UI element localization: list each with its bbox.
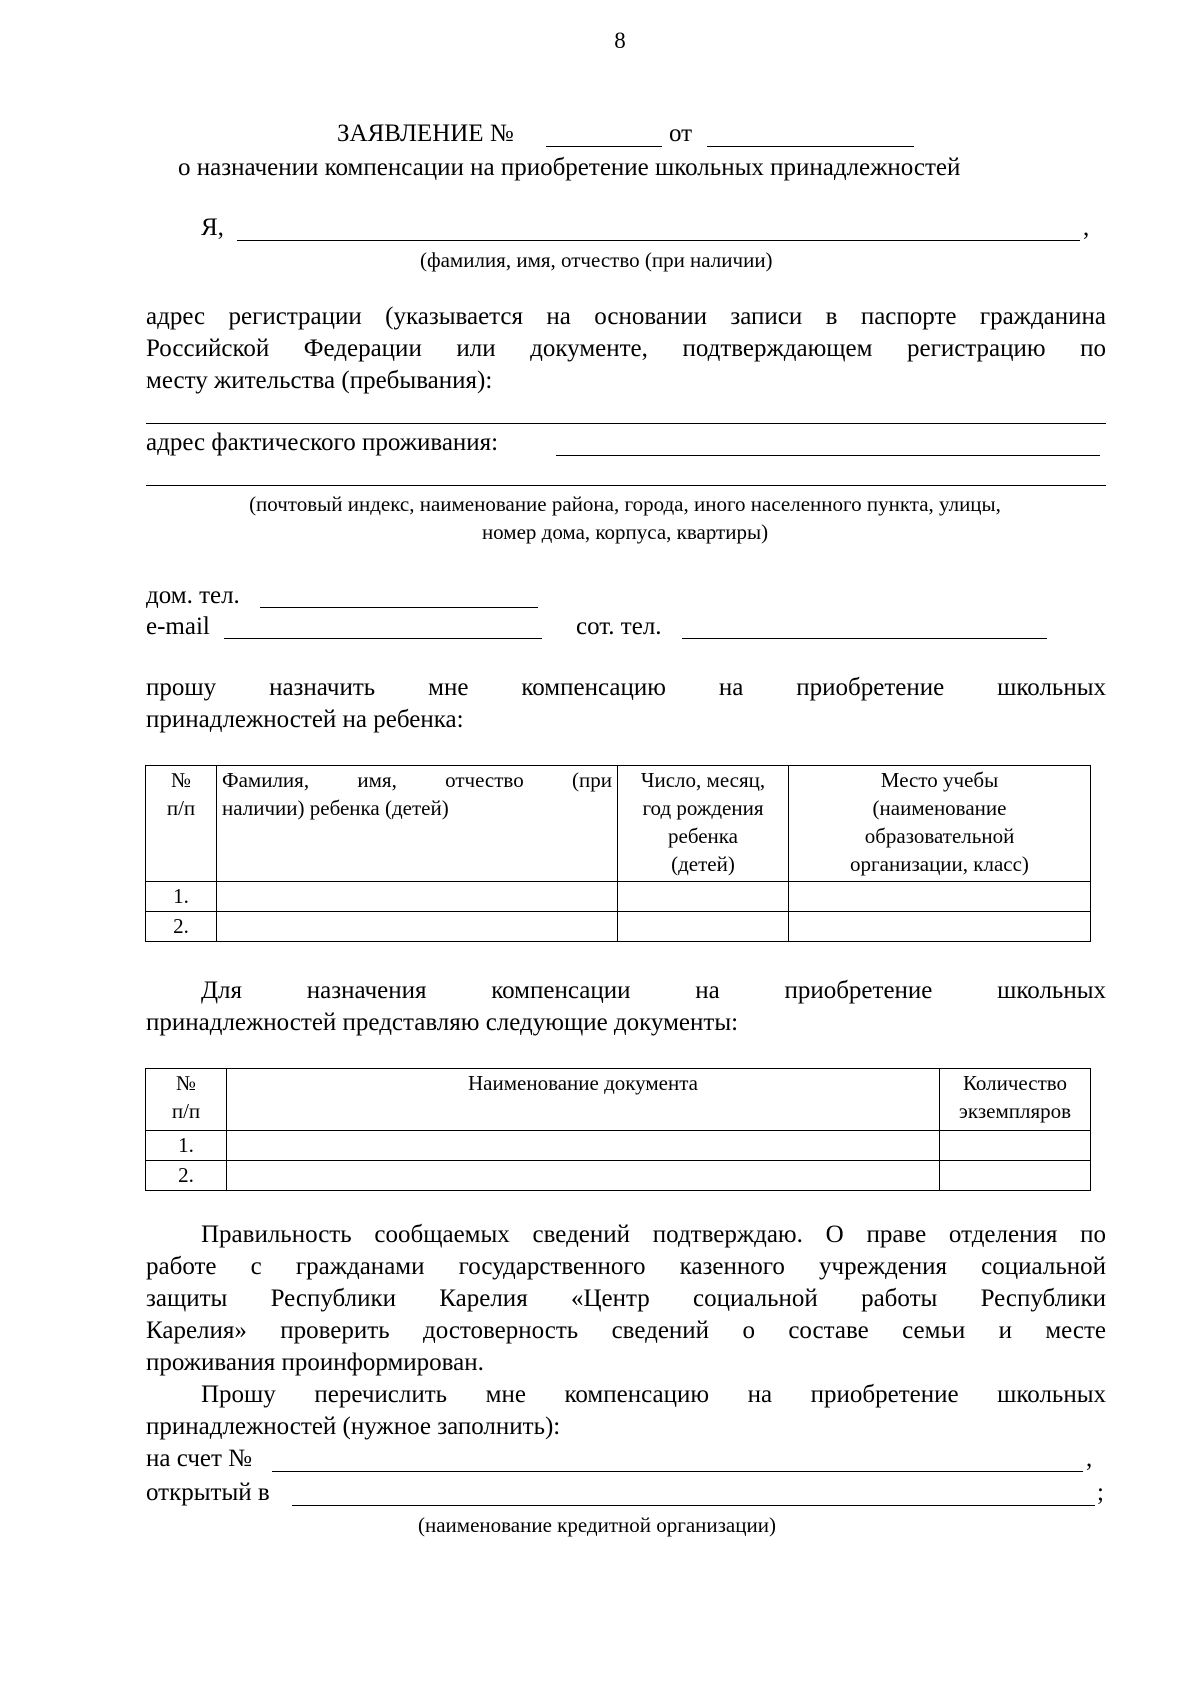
copies-cell[interactable] — [940, 1161, 1091, 1191]
applicant-caption: (фамилия, имя, отчество (при наличии) — [420, 248, 773, 272]
documents-intro-line1: Для назначения компенсации на приобретение школьных — [201, 977, 1106, 1004]
row-num: 1. — [146, 1131, 227, 1161]
table-row — [146, 1161, 1091, 1191]
bank-label: открытый в — [146, 1479, 270, 1506]
birth-date-cell[interactable] — [618, 882, 789, 912]
bank-suffix: ; — [1097, 1479, 1104, 1506]
header-num: № п/п — [146, 766, 217, 882]
mobile-phone-label: сот. тел. — [576, 613, 662, 640]
account-label: на счет № — [146, 1445, 253, 1472]
confirmation-line3: защиты Республики Карелия «Центр социальной работы Республики — [146, 1285, 1106, 1312]
copies-cell[interactable] — [940, 1131, 1091, 1161]
home-phone-field[interactable] — [260, 607, 538, 608]
documents-table — [145, 1068, 1091, 1191]
table-row — [146, 882, 1091, 912]
child-name-cell[interactable] — [217, 882, 618, 912]
bank-name-field[interactable] — [292, 1505, 1095, 1506]
header-document-name: Наименование документа — [227, 1069, 940, 1131]
registration-address-line1: адрес регистрации (указывается на основании записи в паспорте гражданина — [146, 303, 1106, 330]
table-row — [146, 1131, 1091, 1161]
address-caption-line2: номер дома, корпуса, квартиры) — [481, 520, 769, 544]
school-cell[interactable] — [789, 912, 1091, 942]
confirmation-line5: проживания проинформирован. — [146, 1349, 484, 1376]
email-label: e-mail — [146, 613, 210, 640]
applicant-name-field[interactable] — [237, 240, 1080, 241]
actual-address-field-2[interactable] — [146, 485, 1106, 486]
row-num: 2. — [146, 1161, 227, 1191]
mobile-phone-field[interactable] — [682, 638, 1047, 639]
confirmation-line2: работе с гражданами государственного казенного учреждения социальной — [146, 1253, 1106, 1280]
table-row — [146, 912, 1091, 942]
email-field[interactable] — [224, 638, 542, 639]
row-num: 2. — [146, 912, 217, 942]
applicant-suffix: , — [1083, 214, 1090, 241]
applicant-prefix: Я, — [201, 214, 224, 241]
account-suffix: , — [1086, 1445, 1093, 1472]
document-name-cell[interactable] — [227, 1161, 940, 1191]
documents-intro-line2: принадлежностей представляю следующие документы: — [146, 1009, 739, 1036]
registration-address-field[interactable] — [146, 423, 1106, 424]
child-name-cell[interactable] — [217, 912, 618, 942]
application-date-field[interactable] — [707, 146, 914, 147]
documents-table-header — [146, 1069, 1091, 1131]
document-name-cell[interactable] — [227, 1131, 940, 1161]
actual-address-field[interactable] — [556, 455, 1100, 456]
request-line2: принадлежностей на ребенка: — [146, 706, 464, 733]
header-copies: Количество экземпляров — [940, 1069, 1091, 1131]
school-cell[interactable] — [789, 882, 1091, 912]
confirmation-line1: Правильность сообщаемых сведений подтверждаю. О праве отделения по — [201, 1221, 1106, 1248]
actual-address-label: адрес фактического проживания: — [146, 429, 499, 456]
account-number-field[interactable] — [272, 1471, 1083, 1472]
application-number-field[interactable] — [546, 146, 662, 147]
request-line1: прошу назначить мне компенсацию на приобретение школьных — [146, 674, 1106, 701]
bank-caption: (наименование кредитной организации) — [418, 1513, 776, 1537]
home-phone-label: дом. тел. — [146, 582, 240, 609]
header-birth-date: Число, месяц, год рождения ребенка (детей) — [618, 766, 789, 882]
document-title-prefix: ЗАЯВЛЕНИЕ № — [337, 120, 514, 147]
birth-date-cell[interactable] — [618, 912, 789, 942]
address-caption-line1: (почтовый индекс, наименование района, города, иного населенного пункта, улицы, — [249, 492, 1001, 516]
header-school: Место учебы (наименование образовательной организации, класс) — [789, 766, 1091, 882]
page-number: 8 — [614, 28, 626, 53]
registration-address-line2: Российской Федерации или документе, подтверждающем регистрацию по — [146, 335, 1106, 362]
registration-address-line3: месту жительства (пребывания): — [146, 367, 493, 394]
row-num: 1. — [146, 882, 217, 912]
transfer-line1: Прошу перечислить мне компенсацию на приобретение школьных — [201, 1381, 1106, 1408]
header-num: № п/п — [146, 1069, 227, 1131]
children-table — [145, 765, 1091, 942]
children-table-header — [146, 766, 1091, 882]
document-subtitle: о назначении компенсации на приобретение школьных принадлежностей — [178, 154, 961, 181]
confirmation-line4: Карелия» проверить достоверность сведений о составе семьи и месте — [146, 1317, 1106, 1344]
transfer-line2: принадлежностей (нужное заполнить): — [146, 1413, 561, 1440]
document-title-from: от — [669, 120, 693, 147]
header-child-name: Фамилия, имя, отчество (при наличии) ребенка (детей) — [217, 766, 618, 882]
